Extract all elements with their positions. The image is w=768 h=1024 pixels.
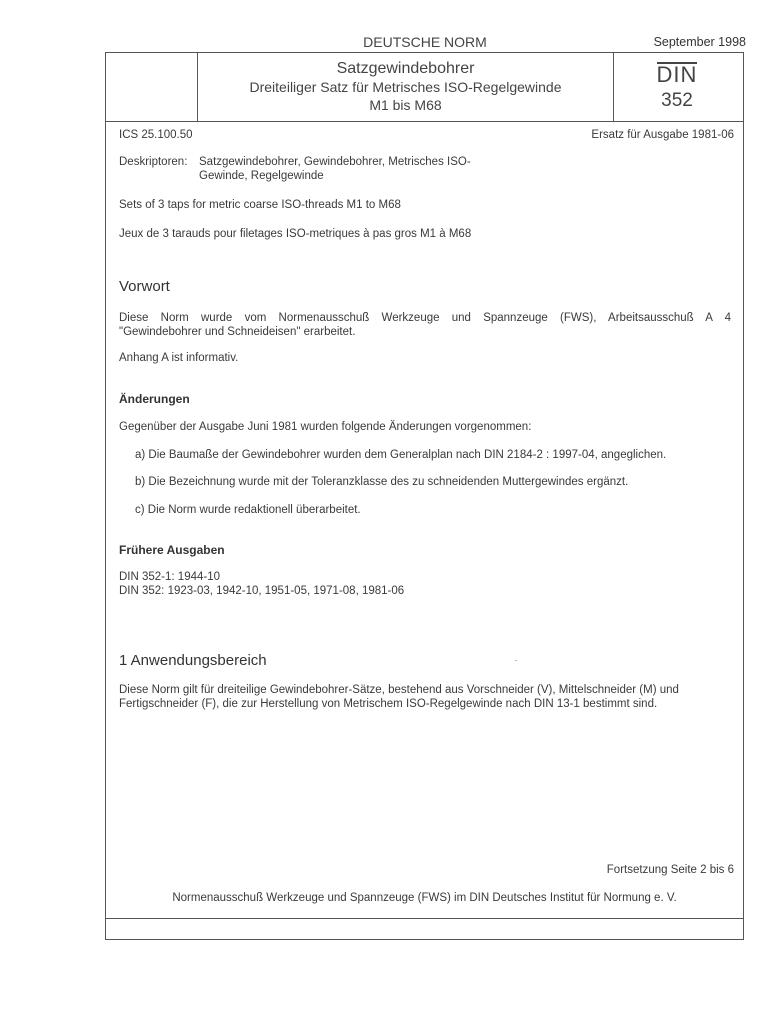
ics-code: ICS 25.100.50 [119, 129, 193, 141]
change-item-b: b) Die Bezeichnung wurde mit der Toleranzklasse des zu schneidenden Muttergewindes ergänzt. [135, 476, 629, 488]
descriptors-line1: Satzgewindebohrer, Gewindebohrer, Metrisches ISO- [199, 156, 471, 168]
previous-editions-heading: Frühere Ausgaben [119, 543, 225, 557]
footer-divider [105, 918, 744, 919]
title-text [198, 60, 613, 114]
standard-number: 352 [661, 90, 693, 111]
title-main: Satzgewindebohrer [336, 60, 475, 77]
continuation-note: Fortsetzung Seite 2 bis 6 [606, 864, 734, 876]
section-1-line1: Diese Norm gilt für dreiteilige Gewindebohrer-Sätze, bestehend aus Vorschneider (V), Mittelschneider (M) und [119, 684, 679, 696]
section-1-heading: 1 Anwendungsbereich [119, 652, 267, 669]
previous-edition-line2: DIN 352: 1923-03, 1942-10, 1951-05, 1971-08, 1981-06 [119, 585, 405, 597]
changes-intro: Gegenüber der Ausgabe Juni 1981 wurden folgende Änderungen vorgenommen: [119, 421, 532, 433]
title-divider-right [613, 52, 614, 122]
title-sub: Dreiteiliger Satz für Metrisches ISO-Regelgewinde [249, 79, 562, 95]
issue-date: September 1998 [653, 35, 746, 49]
change-item-a: a) Die Baumaße der Gewindebohrer wurden dem Generalplan nach DIN 2184-2 : 1997-04, angeglichen. [135, 449, 667, 461]
publisher-note: Normenausschuß Werkzeuge und Spannzeuge (FWS) im DIN Deutsches Institut für Normung e. V. [172, 892, 677, 904]
vorwort-para-line1: Diese Norm wurde vom Normenausschuß Werkzeuge und Spannzeuge (FWS), Arbeitsausschuß A 4 [119, 312, 731, 324]
change-item-c: c) Die Norm wurde redaktionell überarbeitet. [135, 504, 361, 516]
din-logo: DIN [656, 62, 698, 87]
title-range: M1 bis M68 [369, 97, 442, 113]
annex-note: Anhang A ist informativ. [119, 352, 239, 364]
scan-speck [515, 660, 517, 661]
section-1-line2: Fertigschneider (F), die zur Herstellung von Metrischem ISO-Regelgewinde nach DIN 13-1 bestimmt sind. [119, 698, 658, 710]
document-type: DEUTSCHE NORM [363, 34, 487, 50]
vorwort-heading: Vorwort [119, 278, 170, 295]
english-title: Sets of 3 taps for metric coarse ISO-threads M1 to M68 [119, 199, 401, 211]
page-frame [105, 52, 744, 940]
descriptors-line2: Gewinde, Regelgewinde [199, 170, 324, 182]
french-title: Jeux de 3 tarauds pour filetages ISO-metriques à pas gros M1 à M68 [119, 228, 472, 240]
replacement-note: Ersatz für Ausgabe 1981-06 [591, 129, 734, 141]
descriptors-label: Deskriptoren: [119, 156, 188, 168]
vorwort-para-line2: "Gewindebohrer und Schneideisen" erarbeitet. [119, 326, 356, 338]
changes-heading: Änderungen [119, 392, 190, 406]
previous-edition-line1: DIN 352-1: 1944-10 [119, 571, 221, 583]
